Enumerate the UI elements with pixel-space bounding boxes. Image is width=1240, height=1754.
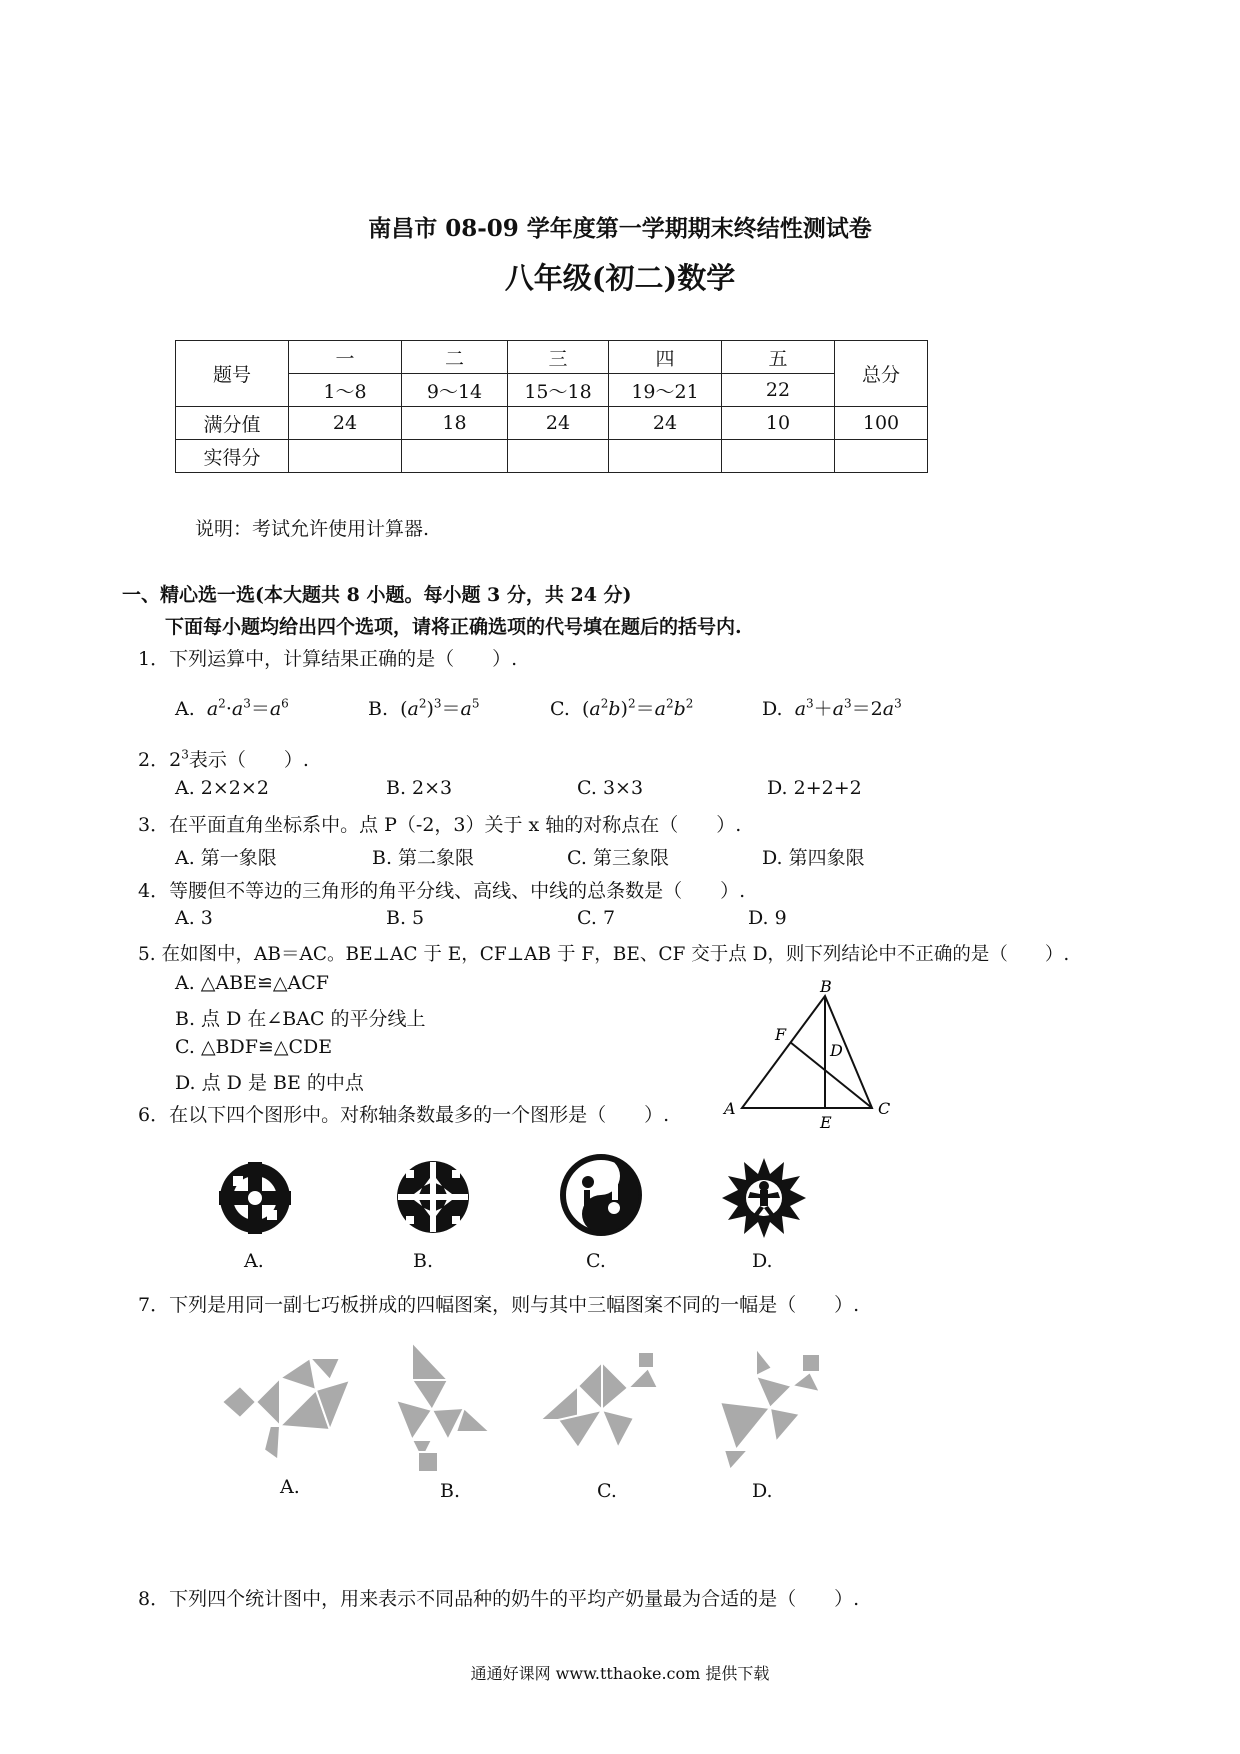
point-e-label: E xyxy=(820,1113,832,1130)
question-3-option-d[interactable]: D. 第四象限 xyxy=(762,847,865,869)
tangram-label-a: A. xyxy=(280,1476,300,1498)
actual-score-cell[interactable] xyxy=(722,440,835,473)
section-2-name: 二 xyxy=(402,341,508,374)
section-5-range: 22 xyxy=(722,374,835,407)
point-a-label: A xyxy=(724,1099,736,1118)
question-6-stem: 6．在以下四个图形中。对称轴条数最多的一个图形是（ ）. xyxy=(138,1104,670,1126)
section-3-full: 24 xyxy=(508,407,609,440)
total-label: 总分 xyxy=(835,341,928,407)
actual-score-label: 实得分 xyxy=(176,440,289,473)
section-3-range: 15～18 xyxy=(508,374,609,407)
score-table xyxy=(175,340,928,473)
actual-score-cell[interactable] xyxy=(402,440,508,473)
question-5-option-a[interactable]: A. △ABE≌△ACF xyxy=(175,972,329,994)
section-instruction: 下面每小题均给出四个选项，请将正确选项的代号填在题后的括号内. xyxy=(165,616,742,638)
question-5-stem: 5. 在如图中，AB＝AC。BE⊥AC 于 E，CF⊥AB 于 F，BE、CF 交于点 D，则下列结论中不正确的是（ ）. xyxy=(138,944,1070,965)
power-base: 2 xyxy=(169,749,182,771)
section-1-full: 24 xyxy=(289,407,402,440)
question-2-option-d[interactable]: D. 2+2+2 xyxy=(767,777,862,799)
question-2-option-c[interactable]: C. 3×3 xyxy=(577,777,644,799)
question-4-option-a[interactable]: A. 3 xyxy=(175,907,213,929)
exam-subtitle: 八年级(初二)数学 xyxy=(504,261,736,295)
question-2-option-b[interactable]: B. 2×3 xyxy=(386,777,453,799)
symmetric-figure-b[interactable] xyxy=(392,1156,474,1238)
page-footer: 通通好课网 www.tthaoke.com 提供下载 xyxy=(470,1664,770,1683)
figure-label-b: B. xyxy=(413,1250,434,1272)
question-7-stem: 7．下列是用同一副七巧板拼成的四幅图案，则与其中三幅图案不同的一幅是（ ）. xyxy=(138,1294,860,1316)
section-2-full: 18 xyxy=(402,407,508,440)
question-number-label: 题号 xyxy=(176,341,289,407)
actual-score-cell[interactable] xyxy=(609,440,722,473)
question-4-stem: 4．等腰但不等边的三角形的角平分线、高线、中线的总条数是（ ）. xyxy=(138,880,746,902)
power-exponent: 3 xyxy=(181,747,189,762)
question-3-stem: 3．在平面直角坐标系中。点 P（-2，3）关于 x 轴的对称点在（ ）. xyxy=(138,814,742,836)
tangram-label-d: D. xyxy=(752,1480,773,1502)
question-2-stem: 2．$2^3$表示（ ）. xyxy=(138,747,309,771)
tangram-figure-c[interactable] xyxy=(538,1348,658,1468)
question-1-stem: 1．下列运算中，计算结果正确的是（ ）. xyxy=(138,648,518,670)
question-3-option-a[interactable]: A. 第一象限 xyxy=(175,847,277,869)
question-5-option-b[interactable]: B. 点 D 在∠BAC 的平分线上 xyxy=(175,1008,426,1030)
question-1-option-b[interactable]: B. $(a^2)^3=a^5$ xyxy=(368,696,480,720)
full-score-label: 满分值 xyxy=(176,407,289,440)
section-4-full: 24 xyxy=(609,407,722,440)
symmetric-figure-d[interactable] xyxy=(722,1156,806,1240)
section-1-name: 一 xyxy=(289,341,402,374)
point-f-label: F xyxy=(775,1025,787,1044)
section-3-name: 三 xyxy=(508,341,609,374)
question-5-option-c[interactable]: C. △BDF≌△CDE xyxy=(175,1036,333,1058)
figure-label-c: C. xyxy=(586,1250,606,1272)
point-d-label: D xyxy=(830,1041,843,1060)
actual-score-cell[interactable] xyxy=(289,440,402,473)
point-c-label: C xyxy=(878,1099,891,1118)
tangram-label-c: C. xyxy=(597,1480,617,1502)
symmetric-figure-a[interactable] xyxy=(215,1158,295,1238)
tangram-label-b: B. xyxy=(440,1480,461,1502)
question-4-option-d[interactable]: D. 9 xyxy=(748,907,787,929)
question-2-stem-text: 表示（ ）. xyxy=(188,749,309,771)
question-1-option-c[interactable]: C. $(a^2b)^2=a^2b^2$ xyxy=(550,696,694,720)
section-4-range: 19～21 xyxy=(609,374,722,407)
section-4-name: 四 xyxy=(609,341,722,374)
actual-score-cell[interactable] xyxy=(835,440,928,473)
tangram-figure-a[interactable] xyxy=(220,1350,350,1470)
tangram-figure-d[interactable] xyxy=(716,1346,826,1476)
question-1-option-a[interactable]: A. $a^2\cdot a^3=a^6$ xyxy=(175,696,289,720)
question-3-option-c[interactable]: C. 第三象限 xyxy=(567,847,669,869)
figure-label-a: A. xyxy=(244,1250,264,1272)
question-2-option-a[interactable]: A. 2×2×2 xyxy=(175,777,269,799)
exam-title: 南昌市 08-09 学年度第一学期期末终结性测试卷 xyxy=(368,215,872,242)
question-4-option-b[interactable]: B. 5 xyxy=(386,907,425,929)
section-5-full: 10 xyxy=(722,407,835,440)
exam-note: 说明：考试允许使用计算器. xyxy=(195,518,430,540)
section-2-range: 9～14 xyxy=(402,374,508,407)
point-b-label: B xyxy=(820,980,832,996)
question-1-option-d[interactable]: D. $a^3+a^3=2a^3$ xyxy=(762,696,902,720)
section-1-range: 1～8 xyxy=(289,374,402,407)
section-heading: 一、精心选一选(本大题共 8 小题。每小题 3 分，共 24 分) xyxy=(122,584,632,606)
symmetric-figure-c[interactable] xyxy=(558,1152,644,1238)
question-4-option-c[interactable]: C. 7 xyxy=(577,907,616,929)
tangram-figure-b[interactable] xyxy=(392,1340,492,1480)
section-5-name: 五 xyxy=(722,341,835,374)
actual-score-cell[interactable] xyxy=(508,440,609,473)
question-5-option-d[interactable]: D. 点 D 是 BE 的中点 xyxy=(175,1072,364,1094)
full-total: 100 xyxy=(835,407,928,440)
question-3-option-b[interactable]: B. 第二象限 xyxy=(372,847,475,869)
figure-label-d: D. xyxy=(752,1250,773,1272)
question-8-stem: 8．下列四个统计图中，用来表示不同品种的奶牛的平均产奶量最为合适的是（ ）. xyxy=(138,1588,860,1610)
triangle-figure xyxy=(720,980,900,1130)
